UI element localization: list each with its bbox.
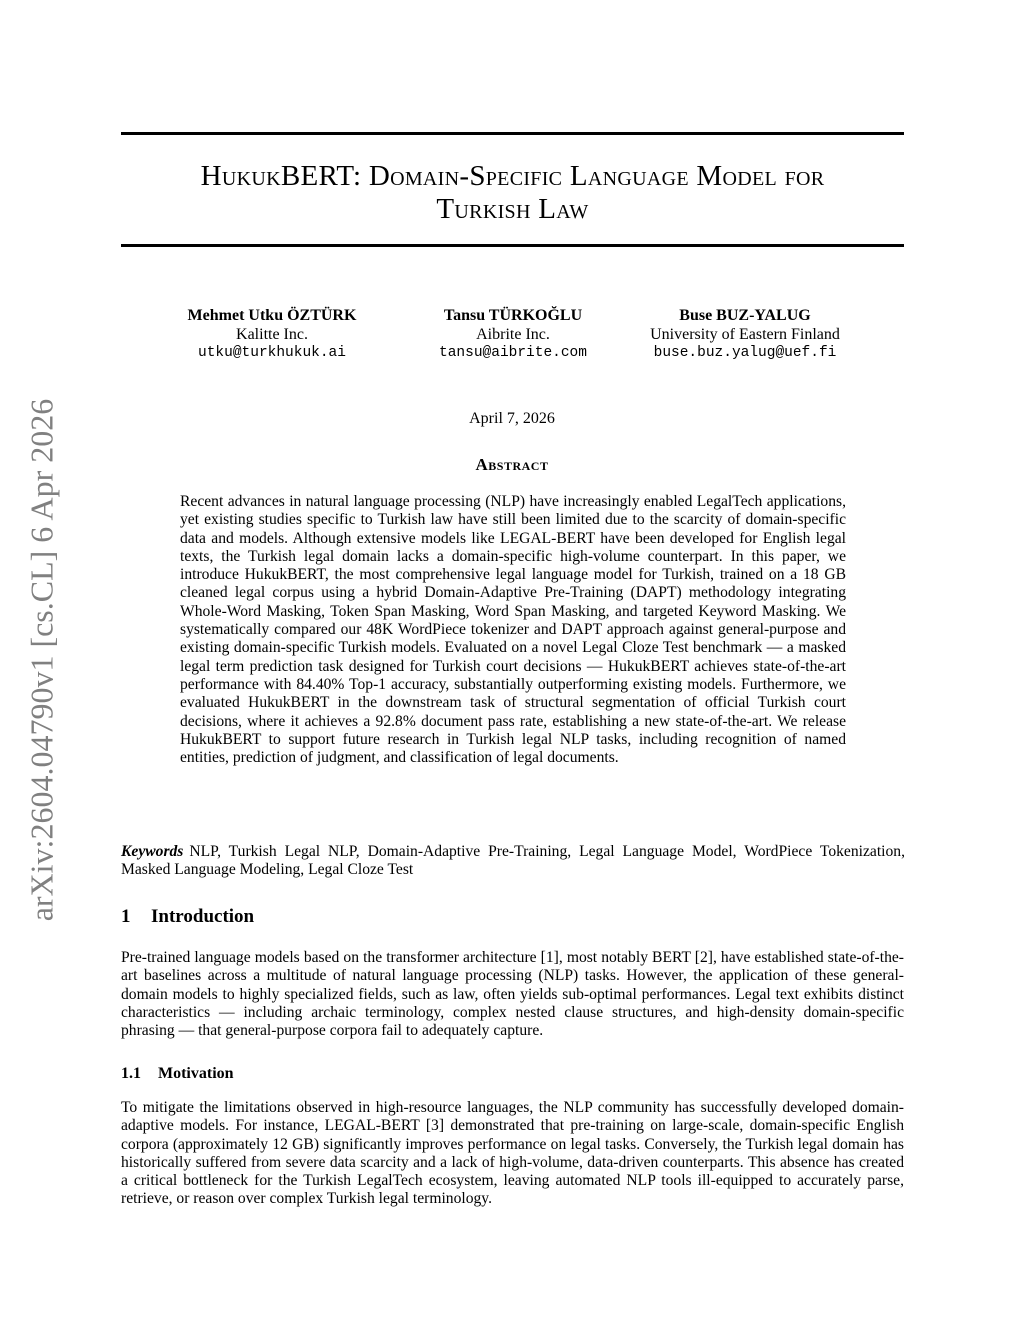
publication-date: April 7, 2026 — [469, 410, 555, 427]
motivation-paragraph: To mitigate the limitations observed in high-resource languages, the NLP community has successfully developed domain-adaptive models. For instance, LEGAL-BERT [3] demonstrated that pre-training on large-scale, domain-specific English corpora (approximately 12 GB) significantly improves performance on legal tasks. Conversely, the Turkish legal domain has historically suffered from severe data scarcity and a lack of high-volume, data-driven counterparts. This absence has created a critical bottleneck for the Turkish LegalTech ecosystem, leaving automated NLP tools ill-equipped to accurately parse, retrieve, or reason over complex Turkish legal terminology. — [121, 1099, 904, 1208]
abstract-heading: Abstract — [475, 455, 549, 474]
author-block — [620, 306, 870, 363]
section-number: 1.1 — [121, 1065, 141, 1082]
author-block — [393, 306, 633, 363]
title-line-1: HukukBERT: Domain-Specific Language Model for — [200, 160, 825, 192]
author-affiliation: Kalitte Inc. — [236, 326, 308, 343]
author-affiliation: Aibrite Inc. — [476, 326, 550, 343]
section-heading-introduction — [121, 906, 254, 928]
section-number: 1 — [121, 906, 131, 927]
keywords-text: NLP, Turkish Legal NLP, Domain-Adaptive Pre-Training, Legal Language Model, WordPiece Tokenization, Masked Language Modeling, Legal Cloze Test — [121, 843, 905, 879]
author-name: Tansu TÜRKOĞLU — [443, 307, 583, 324]
arxiv-identifier: arXiv:2604.04790v1 [cs.CL] 6 Apr 2026 — [23, 398, 60, 922]
author-affiliation: University of Eastern Finland — [650, 326, 840, 343]
keywords-label: Keywords — [121, 843, 184, 860]
title-top-rule — [121, 132, 904, 135]
paper-title — [121, 160, 904, 226]
author-email[interactable]: buse.buz.yalug@uef.fi — [653, 345, 837, 361]
author-name: Buse BUZ-YALUG — [679, 307, 811, 324]
author-name: Mehmet Utku ÖZTÜRK — [187, 307, 357, 324]
author-block — [152, 306, 392, 363]
introduction-paragraph: Pre-trained language models based on the transformer architecture [1], most notably BERT [2], have established state-of-the-art baselines across a multitude of natural language processing (NLP) tasks. However, the application of these general-domain models to highly specialized fields, such as law, often yields sub-optimal performances. Legal text exhibits distinct characteristics — including archaic terminology, complex nested clause structures, and high-density domain-specific phrasing — that general-purpose corpora fail to adequately capture. — [121, 949, 904, 1040]
keywords — [121, 843, 905, 880]
section-title: Motivation — [158, 1065, 234, 1082]
title-bottom-rule — [121, 244, 904, 247]
author-email[interactable]: tansu@aibrite.com — [439, 345, 587, 361]
author-email[interactable]: utku@turkhukuk.ai — [198, 345, 346, 361]
title-line-2: Turkish Law — [436, 193, 589, 225]
section-heading-motivation — [121, 1065, 234, 1083]
section-title: Introduction — [151, 906, 255, 927]
abstract-text: Recent advances in natural language processing (NLP) have increasingly enabled LegalTech applications, yet existing studies specific to Turkish law have still been limited due to the scarcity of domain-specific data and models. Although extensive models like LEGAL-BERT have been developed for English legal texts, the Turkish legal domain lacks a domain-specific high-volume counterpart. In this paper, we introduce HukukBERT, the most comprehensive legal language model for Turkish, trained on a 18 GB cleaned legal corpus using a hybrid Domain-Adaptive Pre-Training (DAPT) methodology integrating Whole-Word Masking, Token Span Masking, Word Span Masking, and targeted Keyword Masking. We systematically compared our 48K WordPiece tokenizer and DAPT approach against general-purpose and existing domain-specific Turkish models. Evaluated on a novel Legal Cloze Test benchmark — a masked legal term prediction task designed for Turkish court decisions — HukukBERT achieves state-of-the-art performance with 84.40% Top-1 accuracy, substantially outperforming existing models. Furthermore, we evaluated HukukBERT in the downstream task of structural segmentation of official Turkish court decisions, where it achieves a 92.8% document pass rate, establishing a new state-of-the-art. We release HukukBERT to support future research in Turkish legal NLP tasks, including recognition of named entities, prediction of judgment, and classification of legal documents. — [180, 493, 846, 767]
